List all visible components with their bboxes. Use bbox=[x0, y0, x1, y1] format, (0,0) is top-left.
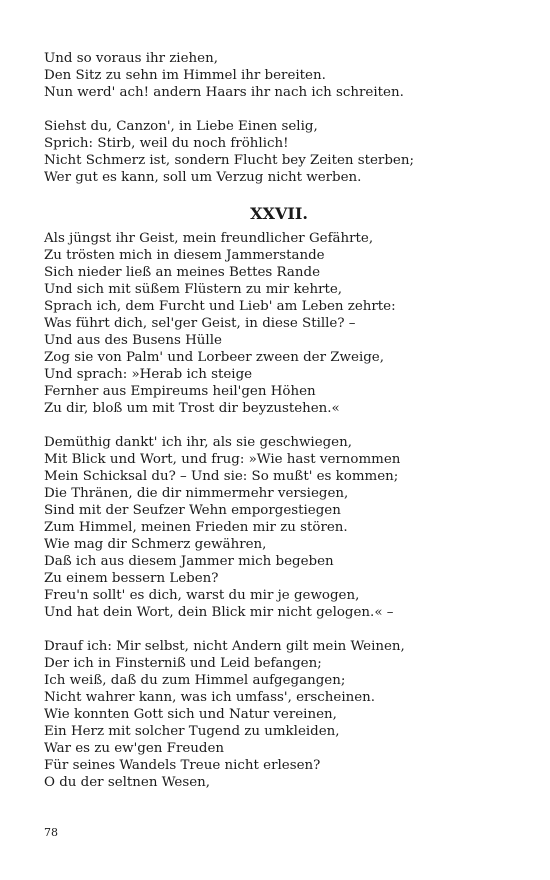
verse-line: Mit Blick und Wort, und frug: »Wie hast vernommen bbox=[44, 452, 401, 467]
verse-line: Sprich: Stirb, weil du noch fröhlich! bbox=[44, 136, 289, 151]
verse-line: Der ich in Finsterniß und Leid befangen; bbox=[44, 656, 322, 671]
poem-page bbox=[44, 50, 514, 791]
stanza bbox=[44, 50, 514, 101]
verse-line: Demüthig dankt' ich ihr, als sie geschwiegen, bbox=[44, 435, 352, 450]
verse-line: Zum Himmel, meinen Frieden mir zu stören. bbox=[44, 520, 348, 535]
verse-line: Wie konnten Gott sich und Natur vereinen, bbox=[44, 707, 337, 722]
verse-line: O du der seltnen Wesen, bbox=[44, 775, 211, 790]
verse-line: Als jüngst ihr Geist, mein freundlicher Gefährte, bbox=[44, 231, 374, 246]
verse-line: Freu'n sollt' es dich, warst du mir je gewogen, bbox=[44, 588, 360, 603]
verse-line: Und aus des Busens Hülle bbox=[44, 333, 222, 348]
verse-line: Sprach ich, dem Furcht und Lieb' am Leben zehrte: bbox=[44, 299, 396, 314]
verse-line: Mein Schicksal du? – Und sie: So mußt' es kommen; bbox=[44, 469, 399, 484]
verse-line: Ich weiß, daß du zum Himmel aufgegangen; bbox=[44, 673, 346, 688]
stanza bbox=[44, 230, 514, 417]
verse-line: Wie mag dir Schmerz gewähren, bbox=[44, 537, 267, 552]
verse-line: Den Sitz zu sehn im Himmel ihr bereiten. bbox=[44, 68, 326, 83]
verse-line: Und sich mit süßem Flüstern zu mir kehrte, bbox=[44, 282, 343, 297]
verse-line: Die Thränen, die dir nimmermehr versiegen, bbox=[44, 486, 349, 501]
page-number: 78 bbox=[44, 826, 58, 839]
verse-line: Nun werd' ach! andern Haars ihr nach ich schreiten. bbox=[44, 85, 404, 100]
verse-line: Daß ich aus diesem Jammer mich begeben bbox=[44, 554, 334, 569]
verse-line: Zu einem bessern Leben? bbox=[44, 571, 219, 586]
verse-line: Für seines Wandels Treue nicht erlesen? bbox=[44, 758, 321, 773]
verse-line: Und so voraus ihr ziehen, bbox=[44, 51, 218, 66]
verse-line: Fernher aus Empireums heil'gen Höhen bbox=[44, 384, 316, 399]
stanzas-after-heading bbox=[44, 230, 514, 791]
verse-line: Nicht Schmerz ist, sondern Flucht bey Zeiten sterben; bbox=[44, 153, 414, 168]
verse-line: Und hat dein Wort, dein Blick mir nicht gelogen.« – bbox=[44, 605, 394, 620]
verse-line: Siehst du, Canzon', in Liebe Einen selig, bbox=[44, 119, 318, 134]
stanza-gap bbox=[44, 417, 514, 434]
stanza bbox=[44, 118, 514, 186]
verse-line: War es zu ew'gen Freuden bbox=[44, 741, 225, 756]
section-heading: XXVII. bbox=[250, 204, 308, 223]
verse-line: Sind mit der Seufzer Wehn emporgestiegen bbox=[44, 503, 341, 518]
stanza-gap bbox=[44, 621, 514, 638]
verse-line: Nicht wahrer kann, was ich umfass', erscheinen. bbox=[44, 690, 376, 705]
stanza bbox=[44, 434, 514, 621]
verse-line: Drauf ich: Mir selbst, nicht Andern gilt mein Weinen, bbox=[44, 639, 405, 654]
stanza-gap bbox=[44, 101, 514, 118]
verse-line: Zog sie von Palm' und Lorbeer zween der Zweige, bbox=[44, 350, 384, 365]
verse-line: Ein Herz mit solcher Tugend zu umkleiden, bbox=[44, 724, 340, 739]
verse-line: Sich nieder ließ an meines Bettes Rande bbox=[44, 265, 321, 280]
stanza bbox=[44, 638, 514, 791]
verse-line: Wer gut es kann, soll um Verzug nicht werben. bbox=[44, 170, 362, 185]
verse-line: Was führt dich, sel'ger Geist, in diese Stille? – bbox=[44, 316, 356, 331]
stanzas-before-heading bbox=[44, 50, 514, 186]
verse-line: Zu dir, bloß um mit Trost dir beyzustehen.« bbox=[44, 401, 340, 416]
verse-line: Zu trösten mich in diesem Jammerstande bbox=[44, 248, 325, 263]
verse-line: Und sprach: »Herab ich steige bbox=[44, 367, 253, 382]
